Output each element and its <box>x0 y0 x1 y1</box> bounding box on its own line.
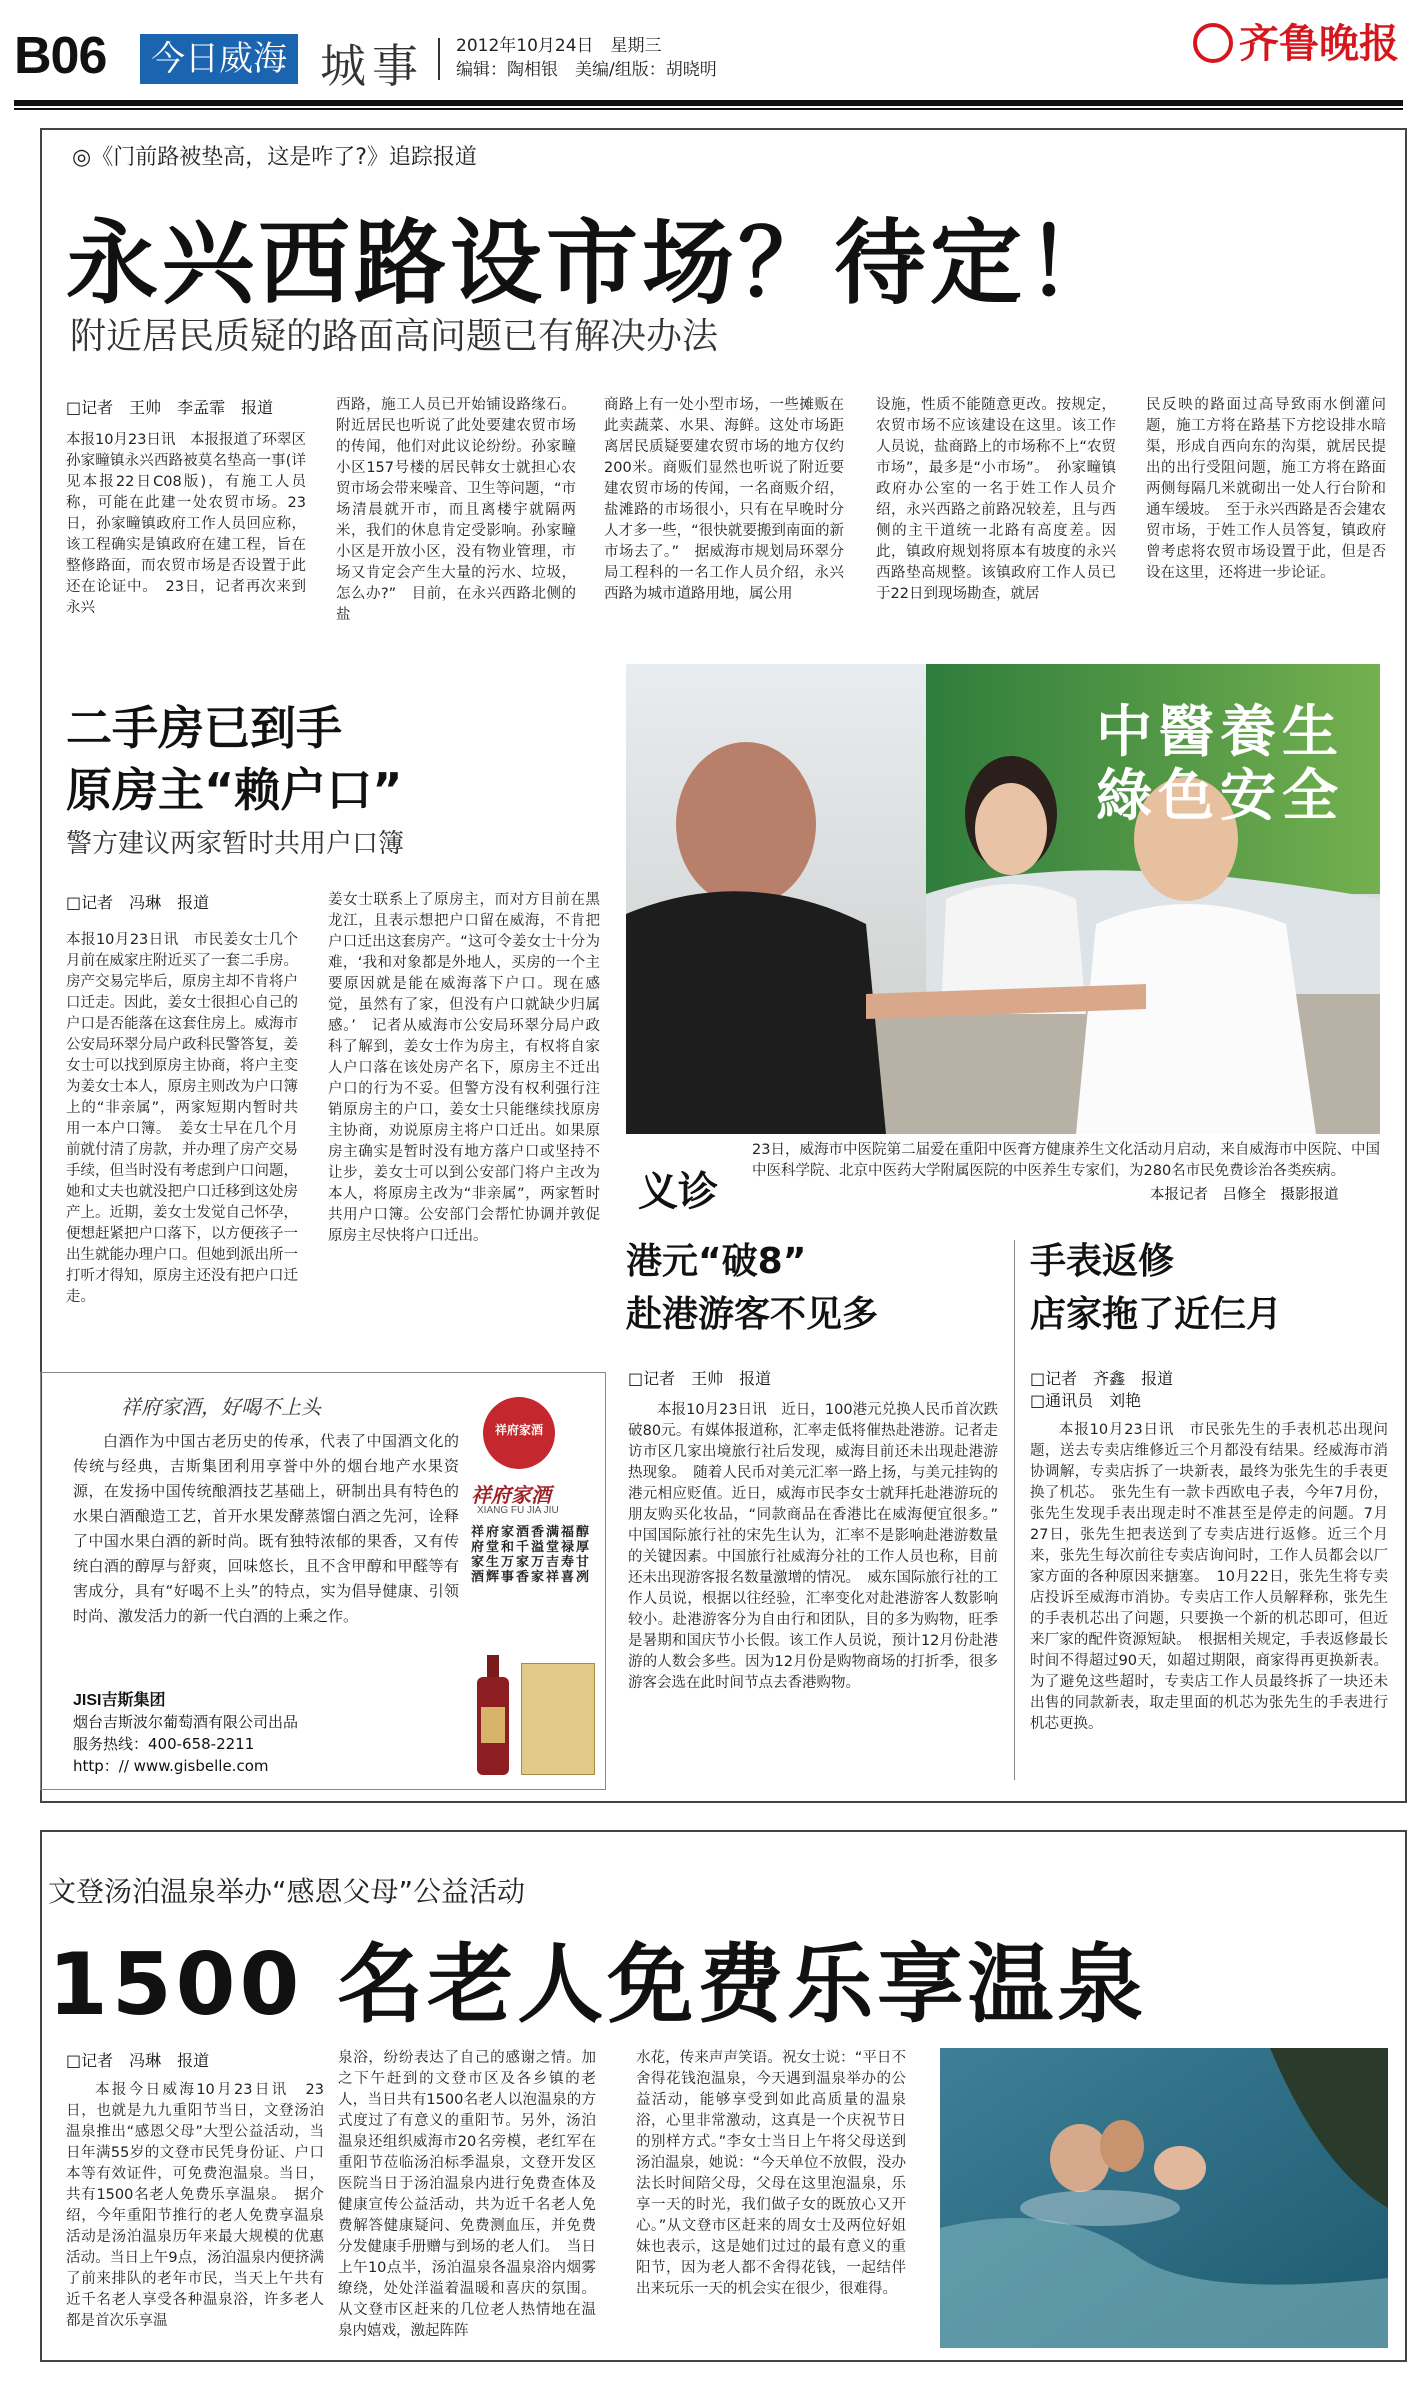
story5-col2: 泉浴，纷纷表达了自己的感谢之情。加之下午赶到的文登市区及各乡镇的老人，当日共有1500名老人以泡温泉的方式度过了有意义的重阳节。另外，汤泊温泉还组织威海市20名旁模，老红军在重阳节莅临汤泊标季温泉，文登开发区医院当日于汤泊温泉内进行免费查体及健康宣传公益活动，共为近千名老人免费解答健康疑问、免费测血压，并免费分发健康手册赠与到场的老人们。 当日上午10点半，汤泊温泉各温泉浴内烟雾缭绕，处处洋溢着温暖和喜庆的氛围。从文登市区赶来的几位老人热情地在温泉内嬉戏，激起阵阵 <box>338 2050 596 2339</box>
ad-poem-line: 满堂吉祥 <box>546 1525 560 1585</box>
ad-brand-pinyin: XIANG FU JIA JIU <box>477 1505 559 1516</box>
story5-col3: 水花，传来声声笑语。祝女士说：“平日不舍得花钱泡温泉，今天遇到温泉举办的公益活动，能够享受到如此高质量的温泉浴，心里非常激动，这真是一个庆祝节日的别样方式。”李女士当日上午将父母送到汤泊温泉，她说：“今天单位不放假，没办法长时间陪父母，父母在这里泡温泉，乐享一天的时光，我们做子女的既放心又开心。”从文登市区赶来的周女士及两位好姐妹也表示，这是她们过过的最有意义的重阳节，因为老人都不舍得花钱，一起结伴出来玩乐一天的机会实在很少，很难得。 <box>636 2050 906 2297</box>
liquor-ad <box>40 1372 606 1790</box>
newspaper-logo <box>1193 12 1399 69</box>
story1-col4: 设施，性质不能随意更改。按规定，农贸市场不应该建设在这里。该工作人员说，盐商路上的市场称不上“农贸市场”，最多是“小市场”。 孙家疃镇政府办公室的一名于姓工作人员介绍，永兴西路之前路况较差，且与西侧的主干道统一北路有高度差。因此，镇政府规划将原本有坡度的永兴西路垫高规整。该镇政府工作人员已于22日到现场勘查，就居 <box>876 397 1116 602</box>
ad-poem-line: 香溢万家 <box>531 1525 545 1585</box>
qilu-newspaper-logo-icon <box>1193 23 1233 63</box>
story1-col5: 民反映的路面过高导致雨水倒灌问题，施工方将在路基下方挖设排水暗渠，形成自西向东的沟渠，就居民提出的出行受阻问题，施工方将在路面两侧每隔几米就砌出一处人行台阶和通车缓坡。 至于永兴西路是否会建农贸市场，于姓工作人员答复，镇政府曾考虑将农贸市场设置于此，但是否设在这里，还将进一步论证。 <box>1146 397 1386 581</box>
story1-col1: 本报10月23日讯 本报报道了环翠区孙家疃镇永兴西路被莫名垫高一事(详见本报22日C08版)，有施工人员称，可能在此建一处农贸市场。23日，孙家疃镇政府工作人员回应称，该工程确实是镇政府在建工程，旨在整修路面，而农贸市场是否设置于此还在论证中。 23日，记者再次来到永兴 <box>66 432 306 616</box>
photo-caption-title: 义诊 <box>638 1169 718 1215</box>
story5-headline: 1500 名老人免费乐享温泉 <box>48 1935 1148 2035</box>
ad-website: http：// www.gisbelle.com <box>73 1757 269 1775</box>
story1-subtitle: 附近居民质疑的路面高问题已有解决办法 <box>70 316 719 357</box>
story5-byline: □记者 冯琳 报道 <box>66 2051 210 2070</box>
liquor-bottle-svg <box>473 1655 513 1775</box>
story1-col2: 西路，施工人员已开始铺设路缘石。附近居民也听说了此处要建农贸市场的传闻，他们对此议论纷纷。孙家疃小区157号楼的居民韩女士就担心农贸市场会带来噪音、卫生等问题，“市场清晨就开市，而且离楼宇就隔两米，我们的休息肯定受影响。孙家疃小区是开放小区，没有物业管理，市场又肯定会产生大量的污水、垃圾，怎么办?” 目前，在永兴西路北侧的盐 <box>336 397 576 623</box>
liquor-bottle-icon <box>473 1655 513 1775</box>
ad-poem-line: 酒千家香 <box>516 1525 530 1585</box>
story2-headline-line1: 二手房已到手 <box>66 701 342 755</box>
header-divider <box>438 38 440 80</box>
story4-headline-line1: 手表返修 <box>1030 1241 1175 1282</box>
story3-body: 本报10月23日讯 近日，100港元兑换人民币首次跌破80元。有媒体报道称，汇率走低将催热赴港游。记者走访市区几家出境旅行社后发现，威海目前还未出现赴港游热现象。 随着人民币对美元汇率一路上扬，与美元挂钩的港元相应贬值。近日，威海市民李女士就拜托赴港游玩的朋友购买化妆品，“同款商品在香港比在威海便宜很多。” 中国国际旅行社的宋先生认为，汇率不是影响赴港游数量的关键因素。中国旅行社威海分社的工作人员也称，目前还未出现游客报名数量激增的情况。 威东国际旅行社的工作人员说，根据以往经验，汇率变化对赴港游客人数影响较小。赴港游客分为自由行和团队，目的多为购物，旺季是暑期和国庆节小长假。该工作人员说，预计12月份赴港游的人数会多些。因为12月份是购物商场的打折季，很多游客会选在此时间节点去香港购物。 <box>628 1402 1013 1691</box>
story4-byline: □记者 齐鑫 报道 <box>1030 1369 1174 1388</box>
story1-headline: 永兴西路设市场？待定！ <box>66 210 1123 317</box>
column-divider <box>1014 1240 1015 1780</box>
newspaper-name: 齐鲁晚报 <box>1239 20 1399 67</box>
red-seal-icon <box>483 1397 555 1469</box>
story4-byline-correspondent: □通讯员 刘艳 <box>1030 1391 1142 1410</box>
header-rule <box>14 100 1403 106</box>
story2-col1: 本报10月23日讯 市民姜女士几个月前在威家庄附近买了一套二手房。房产交易完毕后，原房主却不肯将户口迁走。因此，姜女士很担心自己的户口是否能落在这套住房上。威海市公安局环翠分局户政科民警答复，姜女士可以找到原房主协商，将户主变为姜女士本人，原房主则改为户口簿上的“非亲属”，两家短期内暂时共用一本户口簿。 姜女士早在几个月前就付清了房款，并办理了房产交易手续，但当时没有考虑到户口问题，她和丈夫也就没把户口迁移到这处房产上。近期，姜女士发觉自己怀孕，便想赶紧把户口落下，以方便孩子一出生就能办理户口。但她到派出所一打听才得知，原房主还没有把户口迁走。 <box>66 932 298 1305</box>
hot-spring-photo-illustration <box>940 2048 1388 2348</box>
ad-poem <box>471 1525 591 1645</box>
editors: 编辑：陶相银 美编/组版：胡晓明 <box>456 60 717 80</box>
ad-phone: 服务热线：400-658-2211 <box>73 1735 255 1753</box>
story3-headline-line2: 赴港游客不见多 <box>626 1294 879 1335</box>
page-number: B06 <box>14 27 107 85</box>
clinic-banner-text: 中醫養生 綠色安全 <box>1096 699 1344 829</box>
story2-headline-line2: 原房主“赖户口” <box>66 763 403 817</box>
ad-poem-line: 家和万事 <box>501 1525 515 1585</box>
story2-col2: 姜女士联系上了原房主，而对方目前在黑龙江，且表示想把户口留在威海，不肯把户口迁出这套房产。“这可令姜女士十分为难，‘我和对象都是外地人，买房的一个主要原因就是能在威海落下户口。现在感觉，虽然有了家，但没有户口就缺少归属感。’ 记者从威海市公安局环翠分局户政科了解到，姜女士作为房主，有权将自家人户口落在该处房产名下，原房主不迁出户口的行为不妥。但警方没有权利强行注销原房主的户口，姜女士只能继续找原房主协商，劝说原房主将户口迁出。如果原房主确实是暂时没有地方落户口或坚持不让步，姜女士可以到公安部门将户主改为本人，将原房主改为“非亲属”，两家暂时共用户口簿。公安部门会帮忙协调并敦促原房主尽快将户口迁出。 <box>328 892 600 1244</box>
seal-text: 祥府家酒 <box>494 1423 543 1437</box>
header-rule-thin <box>14 108 1403 110</box>
story2-byline: □记者 冯琳 报道 <box>66 893 210 912</box>
header-meta <box>456 34 717 82</box>
ad-company: 烟台吉斯波尔葡萄酒有限公司出品 <box>73 1713 299 1731</box>
story3-byline: □记者 王帅 报道 <box>628 1369 772 1388</box>
gift-box-icon <box>521 1663 595 1775</box>
story4-headline-line2: 店家拖了近仨月 <box>1030 1294 1283 1335</box>
story2-subtitle: 警方建议两家暂时共用户口簿 <box>66 829 405 859</box>
issue-date: 2012年10月24日 星期三 <box>456 36 662 56</box>
ad-poem-line: 福禄寿喜 <box>561 1525 575 1585</box>
ad-body: 白酒作为中国古老历史的传承，代表了中国酒文化的传统与经典，吉斯集团利用享誉中外的烟台地产水果资源，在发扬中国传统酿酒技艺基础上，研制出具有特色的水果白酒酿造工艺，首开水果发酵蒸馏白酒之先河，诠释了中国水果白酒的新时尚。既有独特浓郁的果香，又有传统白酒的醇厚与舒爽，回味悠长，且不含甲醇和甲醛等有害成分，具有“好喝不上头”的特点，实为倡导健康、引领时尚、激发活力的新一代白酒的上乘之作。 <box>73 1432 459 1625</box>
story1-col3: 商路上有一处小型市场，一些摊贩在此卖蔬菜、水果、海鲜。这处市场距离居民质疑要建农贸市场的地方仅约200米。商贩们显然也听说了附近要建农贸市场的传闻，一名商贩介绍，盐滩路的市场很小，只有在早晚时分人才多一些，“很快就要搬到南面的新市场去了。” 据威海市规划局环翠分局工程科的一名工作人员介绍，永兴西路为城市道路用地，属公用 <box>604 397 844 602</box>
column-name: 城事 <box>320 39 424 93</box>
story1-kicker: ◎《门前路被垫高，这是咋了?》追踪报道 <box>72 145 477 170</box>
story4-body: 本报10月23日讯 市民张先生的手表机芯出现问题，送去专卖店维修近三个月都没有结果。经威海市消协调解，专卖店拆了一块新表，最终为张先生的手表更换了机芯。 张先生有一款卡西欧电子表，今年7月份，张先生发现手表出现走时不准甚至是停走的问题。7月27日，张先生把表送到了专卖店进行返修。近三个月来，张先生每次前往专卖店询问时，工作人员都会以厂家方面的各种原因来搪塞。 10月22日，张先生将专卖店投诉至威海市消协。专卖店工作人员解释称，张先生的手表机芯出了问题，只要换一个新的机芯即可，但近来厂家的配件资源短缺。 根据相关规定，手表返修最长时间不得超过90天，如超过期限，商家得再更换新表。为了避免这些超时，专卖店工作人员最终拆了一块还未出售的同款新表，取走里面的机芯为张先生的手表进行机芯更换。 <box>1030 1422 1388 1732</box>
ad-poem-line: 府堂生辉 <box>486 1525 500 1585</box>
ad-company-logo: JISI吉斯集团 <box>73 1692 166 1709</box>
story5-kicker: 文登汤泊温泉举办“感恩父母”公益活动 <box>48 1875 526 1908</box>
ad-poem-line: 醇厚甘冽 <box>576 1525 590 1585</box>
free-clinic-photo <box>626 664 1380 1134</box>
story3-headline-line1: 港元“破8” <box>626 1241 807 1282</box>
ad-brand: 祥府家酒 <box>471 1483 551 1507</box>
story1-byline: □记者 王帅 李孟霏 报道 <box>66 398 274 417</box>
section-badge: 今日威海 <box>140 34 298 84</box>
photo-credit: 本报记者 吕修全 摄影报道 <box>1150 1187 1339 1203</box>
photo-caption: 23日，威海市中医院第二届爱在重阳中医膏方健康养生文化活动月启动，来自威海市中医院、中国中医科学院、北京中医药大学附属医院的中医养生专家们，为280名市民免费诊治各类疾病。 <box>752 1142 1380 1179</box>
hot-spring-photo <box>940 2048 1388 2348</box>
ad-slogan: 祥府家酒，好喝不上头 <box>121 1395 321 1419</box>
story5-col1: 本报今日威海10月23日讯 23日，也就是九九重阳节当日，文登汤泊温泉推出“感恩父母”大型公益活动，当日年满55岁的文登市民凭身份证、户口本等有效证件，可免费泡温泉。当日，共有1500名老人免费乐享温泉。 据介绍，今年重阳节推行的老人免费享温泉活动是汤泊温泉历年来最大规模的优惠活动。当日上午9点，汤泊温泉内便挤满了前来排队的老年市民，当天上午共有近千名老人享受各种温泉浴，许多老人都是首次乐享温 <box>66 2082 324 2329</box>
ad-poem-line: 祥府家酒 <box>471 1525 485 1585</box>
